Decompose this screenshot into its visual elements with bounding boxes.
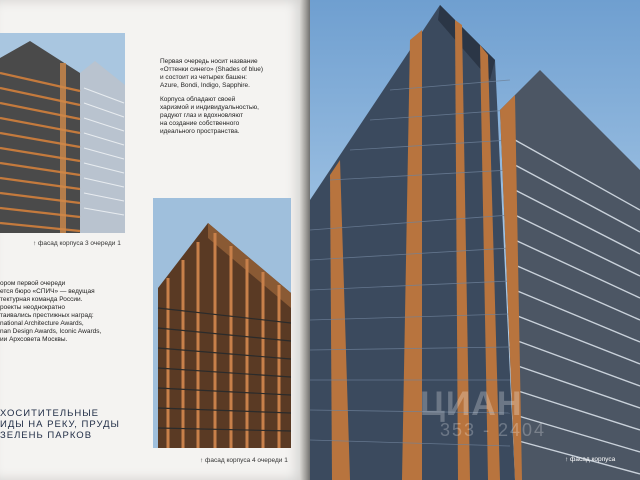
text-line: идеального пространства. <box>160 128 240 135</box>
text-line: Корпуса обладают своей <box>160 96 236 103</box>
heading-line: ИДЫ НА РЕКУ, ПРУДЫ <box>0 419 120 430</box>
text-line: на создание собственного <box>160 120 240 127</box>
text-line: ии Архсовета Москвы. <box>0 336 68 343</box>
text-line: nan Design Awards, Iconic Awards, <box>0 328 102 335</box>
photo-tower-queue-3 <box>0 33 125 233</box>
caption-photo-1: ↑ фасад корпуса 3 очереди 1 <box>33 240 121 247</box>
text-line: роекты неоднократно <box>0 304 66 311</box>
text-line: ется бюро «СПИЧ» — ведущая <box>0 288 95 295</box>
caption-photo-2: ↑ фасад корпуса 4 очереди 1 <box>200 457 288 464</box>
intro-paragraph-2 <box>160 96 295 136</box>
text-line: Azure, Bondi, Indigo, Sapphire. <box>160 82 250 89</box>
heading-line: ХОСИТИТЕЛЬНЫЕ <box>0 408 99 419</box>
text-line: таивались престижных наград: <box>0 312 94 319</box>
watermark-id: 353 - 2404 <box>440 420 547 440</box>
intro-paragraph-1 <box>160 58 295 90</box>
architect-text <box>0 280 140 344</box>
section-heading <box>0 408 150 441</box>
text-line: national Architecture Awards, <box>0 320 84 327</box>
photo-tower-queue-4 <box>153 198 291 448</box>
text-line: харизмой и индивидуальностью, <box>160 104 259 111</box>
text-line: и состоит из четырех башен: <box>160 74 247 81</box>
text-line: ором первой очереди <box>0 280 66 287</box>
text-line: «Оттенки синего» (Shades of blue) <box>160 66 264 73</box>
caption-right-photo: ↑ фасад корпуса <box>565 456 616 463</box>
text-line: Первая очередь носит название <box>160 58 258 65</box>
left-page <box>0 0 305 480</box>
heading-line: ЗЕЛЕНЬ ПАРКОВ <box>0 430 93 441</box>
watermark-logo: ЦИАН <box>420 385 523 423</box>
text-line: радуют глаз и вдохновляют <box>160 112 244 119</box>
text-line: тектурная команда России. <box>0 296 83 303</box>
intro-text <box>160 58 295 142</box>
